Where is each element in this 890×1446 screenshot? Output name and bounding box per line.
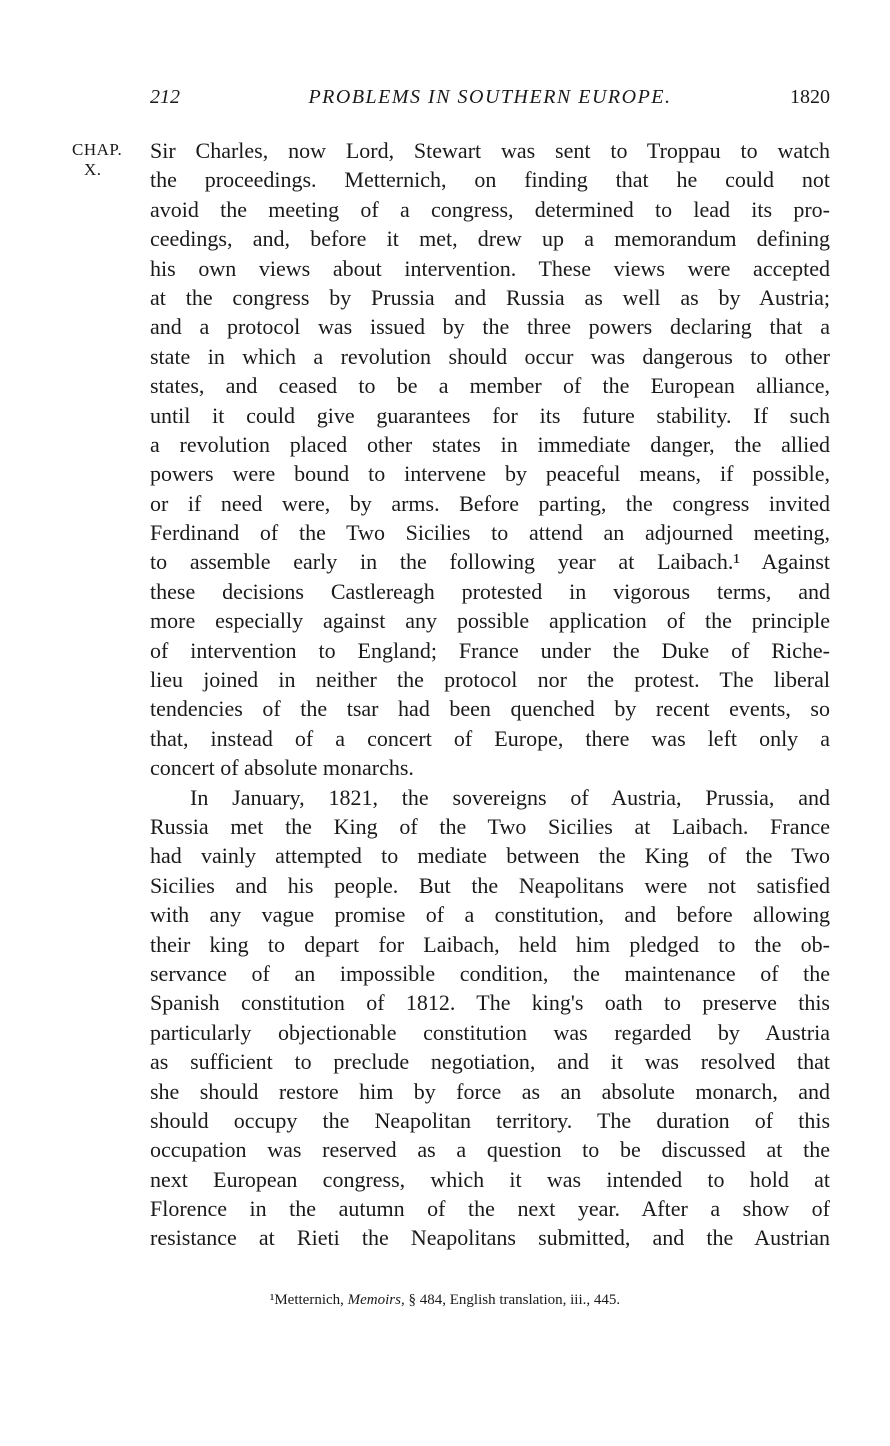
running-header: [150, 86, 830, 116]
text-line: at the congress by Prussia and Russia as well as by Austria;: [150, 284, 830, 310]
text-line: Florence in the autumn of the next year. After a show of: [150, 1196, 830, 1222]
text-line: states, and ceased to be a member of the European alliance,: [150, 373, 830, 399]
chapter-marginal-note: [72, 140, 142, 180]
text-line: state in which a revolution should occur was dangerous to other: [150, 343, 830, 369]
text-line: and a protocol was issued by the three powers declaring that a: [150, 314, 830, 340]
text-line: with any vague promise of a constitution, and before allowing: [150, 902, 830, 928]
text-line: the proceedings. Metternich, on finding that he could not: [150, 167, 830, 193]
text-line: Sicilies and his people. But the Neapolitans were not satisfied: [150, 872, 830, 898]
text-line: powers were bound to intervene by peaceful means, if possible,: [150, 461, 830, 487]
chapter-label: CHAP.: [72, 140, 123, 159]
text-line: these decisions Castlereagh protested in vigorous terms, and: [150, 578, 830, 604]
footnote: [0, 1292, 890, 1309]
text-line: should occupy the Neapolitan territory. The duration of this: [150, 1107, 830, 1133]
chapter-number: X.: [84, 160, 102, 179]
text-line: lieu joined in neither the protocol nor the protest. The liberal: [150, 667, 830, 693]
text-line: had vainly attempted to mediate between the King of the Two: [150, 843, 830, 869]
text-line: she should restore him by force as an absolute monarch, and: [150, 1078, 830, 1104]
footnote-author: Metternich,: [274, 1292, 348, 1308]
text-line: to assemble early in the following year at Laibach.¹ Against: [150, 549, 830, 575]
body-text: [150, 136, 830, 1253]
text-line: that, instead of a concert of Europe, there was left only a: [150, 725, 830, 751]
text-line: his own views about intervention. These views were accepted: [150, 255, 830, 281]
footnote-work-title: Memoirs: [347, 1292, 401, 1308]
footnote-marker: ¹: [269, 1292, 275, 1308]
text-line: tendencies of the tsar had been quenched by recent events, so: [150, 696, 830, 722]
text-line: a revolution placed other states in immediate danger, the allied: [150, 431, 830, 457]
footnote-reference: , § 484, English translation, iii., 445.: [400, 1292, 621, 1308]
text-line: until it could give guarantees for its future stability. If such: [150, 402, 830, 428]
text-line: occupation was reserved as a question to be discussed at the: [150, 1137, 830, 1163]
text-line: avoid the meeting of a congress, determined to lead its pro-: [150, 196, 830, 222]
paragraph-1: [150, 136, 830, 783]
text-line: concert of absolute monarchs.: [150, 755, 414, 781]
text-line: more especially against any possible application of the principle: [150, 608, 830, 634]
text-line: resistance at Rieti the Neapolitans submitted, and the Austrian: [150, 1225, 830, 1251]
text-line: servance of an impossible condition, the maintenance of the: [150, 960, 830, 986]
text-line: or if need were, by arms. Before parting, the congress invited: [150, 490, 830, 516]
text-line: In January, 1821, the sovereigns of Austria, Prussia, and: [190, 784, 830, 810]
text-line: next European congress, which it was intended to hold at: [150, 1166, 830, 1192]
page-number: 212: [150, 86, 180, 108]
running-title: PROBLEMS IN SOUTHERN EUROPE.: [308, 86, 672, 108]
text-line: as sufficient to preclude negotiation, and it was resolved that: [150, 1049, 830, 1075]
text-line: their king to depart for Laibach, held him pledged to the ob-: [150, 931, 830, 957]
paragraph-2: [150, 783, 830, 1253]
header-year: 1820: [790, 86, 830, 108]
text-line: ceedings, and, before it met, drew up a memorandum defining: [150, 226, 830, 252]
text-line: Russia met the King of the Two Sicilies at Laibach. France: [150, 813, 830, 839]
text-line: Sir Charles, now Lord, Stewart was sent to Troppau to watch: [150, 138, 830, 163]
text-line: of intervention to England; France under the Duke of Riche-: [150, 637, 830, 663]
text-line: Ferdinand of the Two Sicilies to attend an adjourned meeting,: [150, 520, 830, 546]
text-line: particularly objectionable constitution was regarded by Austria: [150, 1019, 830, 1045]
text-line: Spanish constitution of 1812. The king's oath to preserve this: [150, 990, 830, 1016]
